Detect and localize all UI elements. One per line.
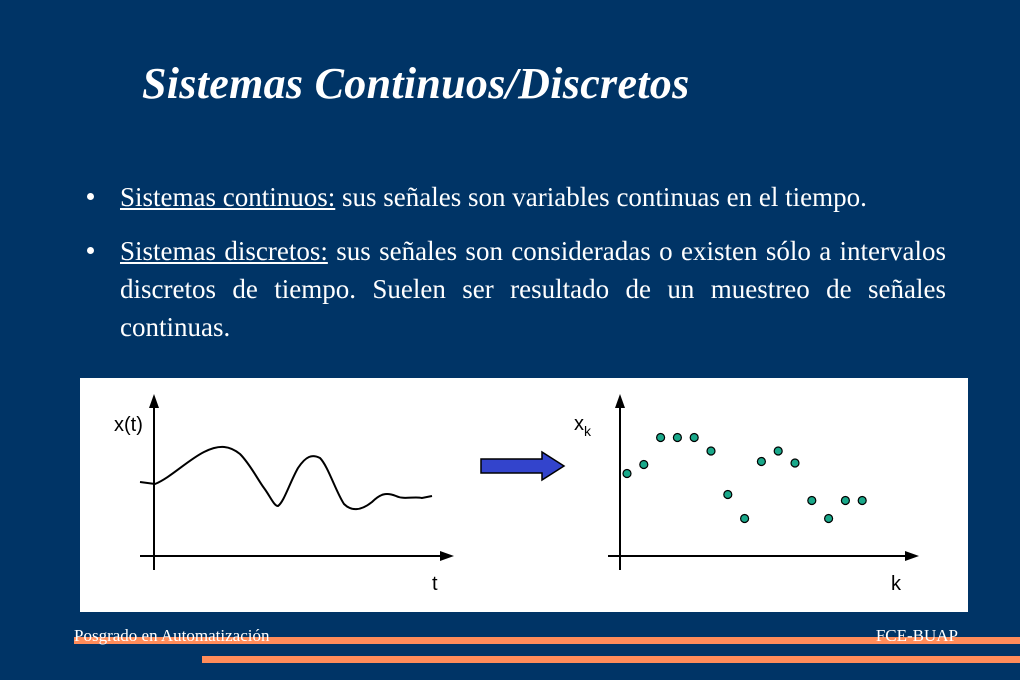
sample-point bbox=[858, 497, 866, 505]
signal-figure bbox=[80, 378, 968, 612]
bullet-paragraph bbox=[120, 232, 946, 346]
footer-right-text: FCE-BUAP bbox=[875, 626, 958, 645]
discrete-y-label-sub: k bbox=[584, 423, 591, 439]
sample-point bbox=[640, 461, 648, 469]
bullet-continuous bbox=[84, 178, 946, 216]
bullet-term: Sistemas discretos: bbox=[120, 236, 328, 266]
sample-point bbox=[690, 434, 698, 442]
bullet-discrete bbox=[84, 232, 946, 346]
sample-point bbox=[673, 434, 681, 442]
bullet-text: sus señales son consideradas o existen sólo a intervalos discretos de tiempo. Suelen ser resultado de un muestreo de señales continuas. bbox=[120, 236, 947, 342]
discrete-y-label-base: x bbox=[574, 413, 584, 435]
transform-arrow-icon bbox=[481, 452, 564, 480]
continuous-x-arrowhead bbox=[440, 551, 454, 561]
sample-point bbox=[724, 491, 732, 499]
bullet-term: Sistemas continuos: bbox=[120, 182, 336, 212]
bullet-dot-icon bbox=[87, 247, 94, 254]
sample-point bbox=[841, 497, 849, 505]
continuous-x-label: t bbox=[432, 573, 438, 595]
discrete-plot bbox=[574, 394, 919, 595]
continuous-y-label: x(t) bbox=[114, 414, 143, 436]
sample-point bbox=[808, 497, 816, 505]
sample-point bbox=[774, 447, 782, 455]
discrete-y-arrowhead bbox=[615, 394, 625, 408]
figure-svg bbox=[80, 378, 968, 612]
sample-point bbox=[623, 470, 631, 478]
sample-point bbox=[791, 459, 799, 467]
continuous-plot bbox=[114, 394, 454, 595]
sample-point bbox=[825, 515, 833, 523]
sample-point bbox=[707, 447, 715, 455]
blue-arrow-shape bbox=[481, 452, 564, 480]
sample-point bbox=[741, 515, 749, 523]
continuous-y-arrowhead bbox=[149, 394, 159, 408]
bullet-paragraph bbox=[120, 178, 946, 216]
footer-bar-bottom bbox=[202, 656, 1020, 663]
bullet-text: sus señales son variables continuas en el tiempo. bbox=[335, 182, 867, 212]
bullet-list bbox=[84, 178, 946, 362]
discrete-x-label: k bbox=[891, 573, 901, 595]
footer-left-text: Posgrado en Automatización bbox=[74, 626, 270, 645]
bullet-dot-icon bbox=[87, 193, 94, 200]
discrete-y-label bbox=[574, 413, 592, 439]
sample-point bbox=[657, 434, 665, 442]
continuous-signal-curve bbox=[140, 447, 432, 509]
discrete-x-arrowhead bbox=[905, 551, 919, 561]
discrete-samples bbox=[623, 434, 866, 523]
slide-title: Sistemas Continuos/Discretos bbox=[142, 59, 690, 108]
sample-point bbox=[757, 458, 765, 466]
